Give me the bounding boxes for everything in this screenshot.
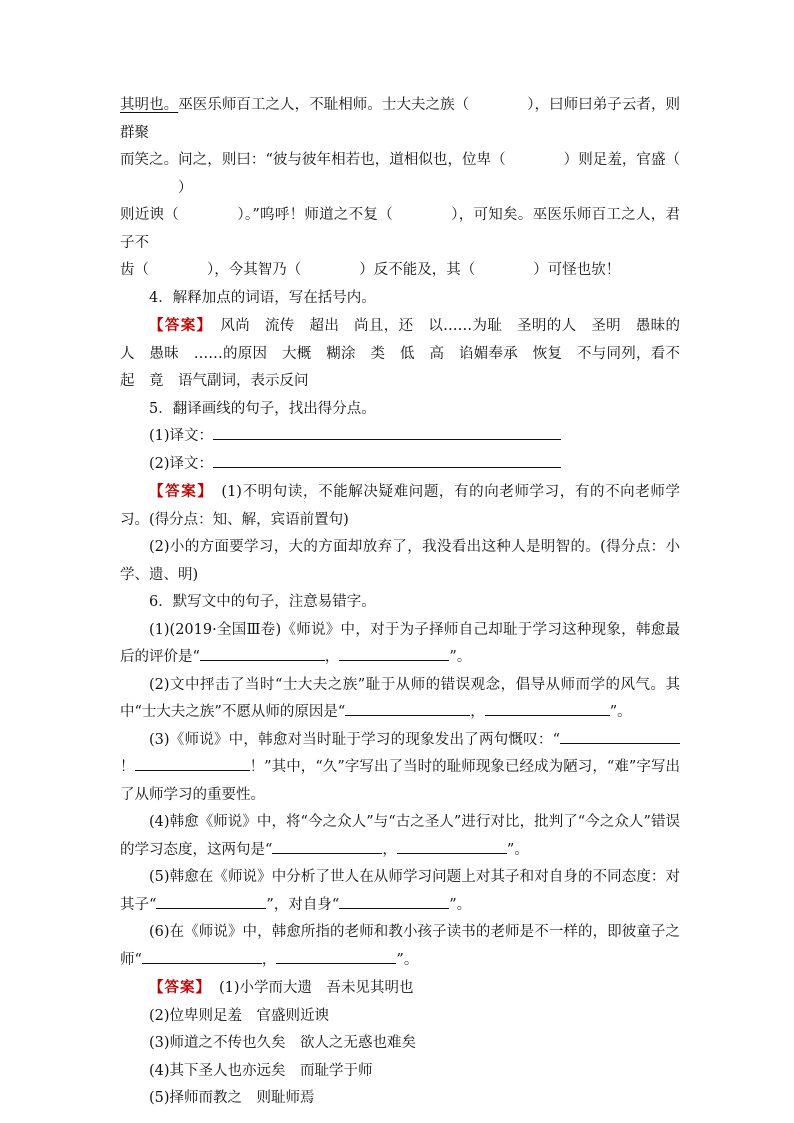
fill-blank[interactable] (272, 839, 382, 854)
fill-blank[interactable] (560, 729, 680, 744)
fill-blank[interactable] (339, 894, 449, 909)
answer-label: 【答案】 (149, 483, 214, 500)
answer-6-1: 【答案】 (1)小学而大遗 吾未见其明也 (149, 979, 414, 996)
question-5: 5．翻译画线的句子，找出得分点。 (149, 400, 376, 417)
fill-blank[interactable] (156, 894, 266, 909)
translation-input-2[interactable] (213, 453, 561, 468)
dictation-1: (1)(2019·全国Ⅲ卷)《师说》中，对于为子择师自己却耻于学习这种现象，韩愈最后的评价是“ ， ”。 (120, 621, 680, 665)
answer-6-3: (3)师道之不传也久矣 欲人之无惑也难矣 (149, 1035, 417, 1051)
translation-2: (2)译文： (120, 451, 680, 479)
fill-blank[interactable] (200, 646, 325, 661)
dictation-5: (5)韩愈在《师说》中分析了世人在从师学习问题上对其子和对自身的不同态度：对其子“ ”，对自身“ ”。 (120, 869, 680, 913)
translation-input-1[interactable] (213, 425, 561, 440)
translation-1: (1)译文： (120, 423, 680, 451)
dictation-3: (3)《师说》中，韩愈对当时耻于学习的现象发出了两句慨叹：“！ ！”其中，“久”字写出了当时的耻师现象已经成为陋习，“难”字写出了从师学习的重要性。 (120, 727, 680, 810)
fill-blank[interactable] (397, 839, 507, 854)
question-6: 6．默写文中的句子，注意易错字。 (149, 594, 376, 610)
answer-5-1: 【答案】 (1)不明句读，不能解决疑难问题，有的向老师学习，有的不向老师学习。(得分点：知、解，宾语前置句) (120, 483, 680, 528)
answer-4: 【答案】 风尚 流传 超出 尚且，还 以……为耻 圣明的人 圣明 愚昧的人 愚昧 ……的原因 大概 糊涂 类 低 高 谄媚奉承 恢复 不与同列，看不起 竟 语气副词，表示反问 (120, 317, 681, 389)
fill-blank[interactable] (135, 756, 250, 771)
passage-line-2: 而笑之。问之，则曰：“彼与彼年相若也，道相似也，位卑（ ）则足羞，官盛（） (120, 152, 681, 196)
fill-blank[interactable] (142, 949, 262, 964)
passage (120, 92, 680, 285)
passage-line-4: 齿（ ），今其智乃（ ）反不能及，其（ ）可怪也欤！ (120, 262, 621, 278)
answer-5-2: (2)小的方面要学习，大的方面却放弃了，我没看出这种人是明智的。(得分点：小学、遗、明) (120, 539, 680, 583)
dictation-6: (6)在《师说》中，韩愈所指的老师和教小孩子读书的老师是不一样的，即彼童子之师“ ， ”。 (120, 924, 680, 968)
fill-blank[interactable] (345, 701, 470, 716)
dictation-4: (4)韩愈《师说》中，将“今之众人”与“古之圣人”进行对比，批判了“今之众人”错误的学习态度，这两句是“ ， ”。 (120, 814, 680, 858)
page-content (120, 92, 680, 1113)
fill-blank[interactable] (485, 701, 610, 716)
question-4: 4．解释加点的词语，写在括号内。 (149, 289, 376, 306)
passage-line-1: 其明也。巫医乐师百工之人，不耻相师。士大夫之族（ ），曰师曰弟子云者，则群聚 (120, 97, 681, 141)
answer-6-5: (5)择师而教之 则耻师焉 (149, 1090, 315, 1106)
answer-label: 【答案】 (149, 979, 211, 996)
passage-line-3: 则近谀（ ）。”呜呼！师道之不复（ ），可知矣。巫医乐师百工之人，君子不 (120, 207, 680, 251)
fill-blank[interactable] (339, 646, 449, 661)
dictation-2: (2)文中抨击了当时“士大夫之族”耻于从师的错误观念，倡导从师而学的风气。其中“士大夫之族”不愿从师的原因是“ ， ”。 (120, 676, 680, 720)
answer-6-4: (4)其下圣人也亦远矣 而耻学于师 (149, 1062, 373, 1079)
answer-6-2: (2)位卑则足羞 官盛则近谀 (149, 1007, 330, 1024)
fill-blank[interactable] (276, 949, 396, 964)
answer-label: 【答案】 (149, 317, 213, 334)
underlined-sentence-end: 其明也。 (120, 97, 179, 113)
